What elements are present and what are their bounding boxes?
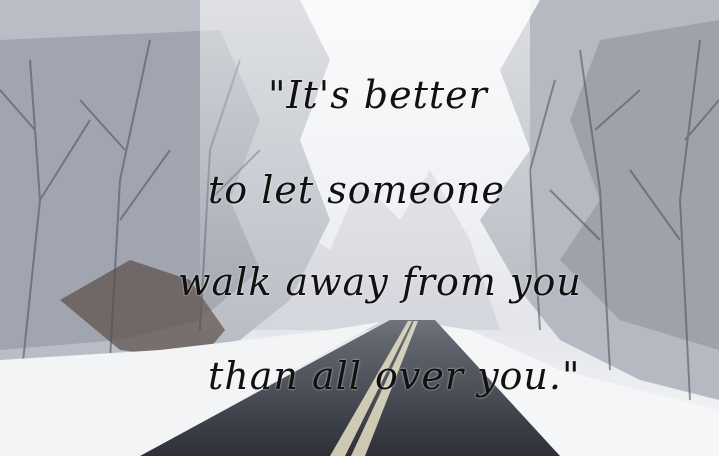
quote-line-3: walk away from you bbox=[178, 260, 582, 304]
quote-line-2: to let someone bbox=[208, 168, 505, 212]
quote-line-1: "It's better bbox=[268, 73, 488, 117]
quote-line-4: than all over you." bbox=[208, 354, 581, 398]
